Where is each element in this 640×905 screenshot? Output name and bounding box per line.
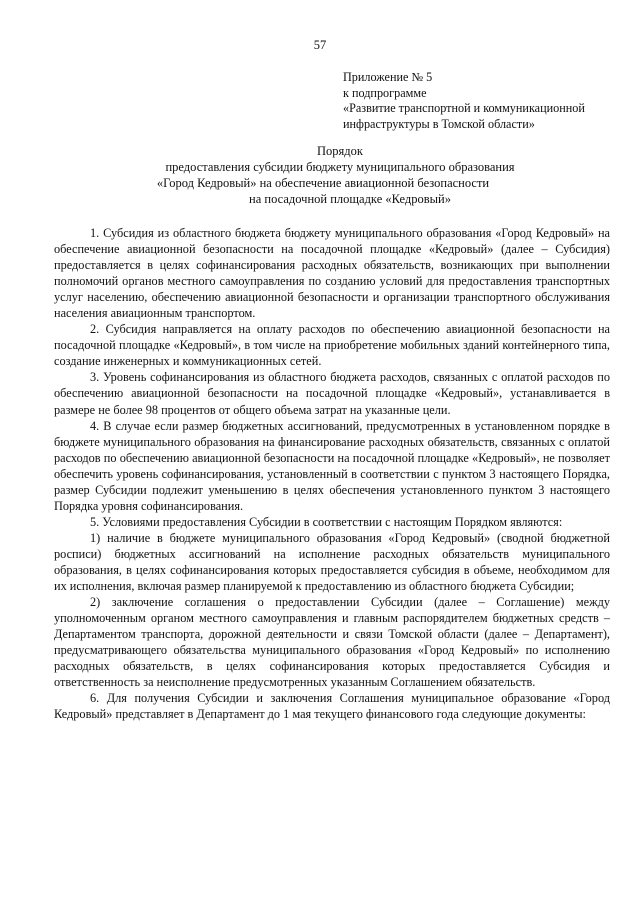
paragraph-3: 3. Уровень софинансирования из областного бюджета расходов, связанных с оплатой расходов по обеспечению авиационной безопасности на посадочной площадке «Кедровый», устанавливается в размере не более 98 процентов от общего объема затрат на указанные цели.: [54, 370, 610, 417]
document-body: [54, 225, 610, 722]
title-heading: Порядок: [317, 144, 363, 158]
paragraph-2: 2. Субсидия направляется на оплату расходов по обеспечению авиационной безопасности на посадочной площадке «Кедровый», в том числе на приобретение мобильных зданий контейнерного типа, создание инженерных и коммуникационных сетей.: [54, 322, 610, 369]
title-line: «Город Кедровый» на обеспечение авиационной безопасности: [156, 176, 490, 190]
appendix-line: Приложение № 5: [343, 70, 433, 84]
document-title: [0, 143, 640, 207]
title-line: на посадочной площадке «Кедровый»: [249, 192, 451, 206]
paragraph-1: 1. Субсидия из областного бюджета бюджету муниципального образования «Город Кедровый» на обеспечение авиационной безопасности на посадочной площадке «Кедровый» (далее – Субсидия) предоставляется в целях софинансирования расходных обязательств, возникающих при выполнении полномочий органов местного самоуправления по созданию условий для предоставления транспортных услуг населению, обеспечению авиационной безопасности и организации транспортного обслуживания населения авиационным транспортом.: [54, 226, 610, 321]
appendix-line: «Развитие транспортной и коммуникационной: [343, 101, 585, 115]
paragraph-4: 4. В случае если размер бюджетных ассигнований, предусмотренных в установленном порядке в бюджете муниципального образования на финансирование расходных обязательств, связанных с оплатой расходов по обеспечению авиационной безопасности на посадочной площадке «Кедровый», не позволяет обеспечить уровень софинансирования, установленный в соответствии с пунктом 3 настоящего Порядка, размер Субсидии подлежит уменьшению в целях обеспечения установленного пунктом 3 настоящего Порядка уровня софинансирования.: [54, 418, 610, 513]
page-number: 57: [313, 38, 327, 52]
paragraph-5-item-1: 1) наличие в бюджете муниципального образования «Город Кедровый» (сводной бюджетной росписи) бюджетных ассигнований на исполнение расходных обязательств муниципального образования, в целях софинансирования которых предоставляется субсидия в объеме, необходимом для их исполнения, включая размер планируемой к предоставлению из областного бюджета Субсидии;: [54, 530, 610, 594]
appendix-line: к подпрограмме: [343, 85, 427, 100]
title-line: предоставления субсидии бюджету муниципального образования: [165, 160, 515, 174]
appendix-line: инфраструктуры в Томской области»: [343, 116, 535, 131]
appendix-header: [343, 70, 633, 132]
paragraph-5-item-2: 2) заключение соглашения о предоставлении Субсидии (далее – Соглашение) между уполномоченным органом местного самоуправления и главным распорядителем бюджетных средств – Департаментом транспорта, дорожной деятельности и связи Томской области (далее – Департамент), предусматривающего обязательства муниципального образования «Город Кедровый» по исполнению расходных обязательств, в целях софинансирования которых предоставляется Субсидия и ответственность за неисполнение предусмотренных указанным Соглашением обязательств.: [54, 595, 610, 690]
paragraph-6: 6. Для получения Субсидии и заключения Соглашения муниципальное образование «Город Кедровый» представляет в Департамент до 1 мая текущего финансового года следующие документы:: [54, 691, 610, 722]
paragraph-5: 5. Условиями предоставления Субсидии в соответствии с настоящим Порядком являются:: [90, 514, 563, 529]
